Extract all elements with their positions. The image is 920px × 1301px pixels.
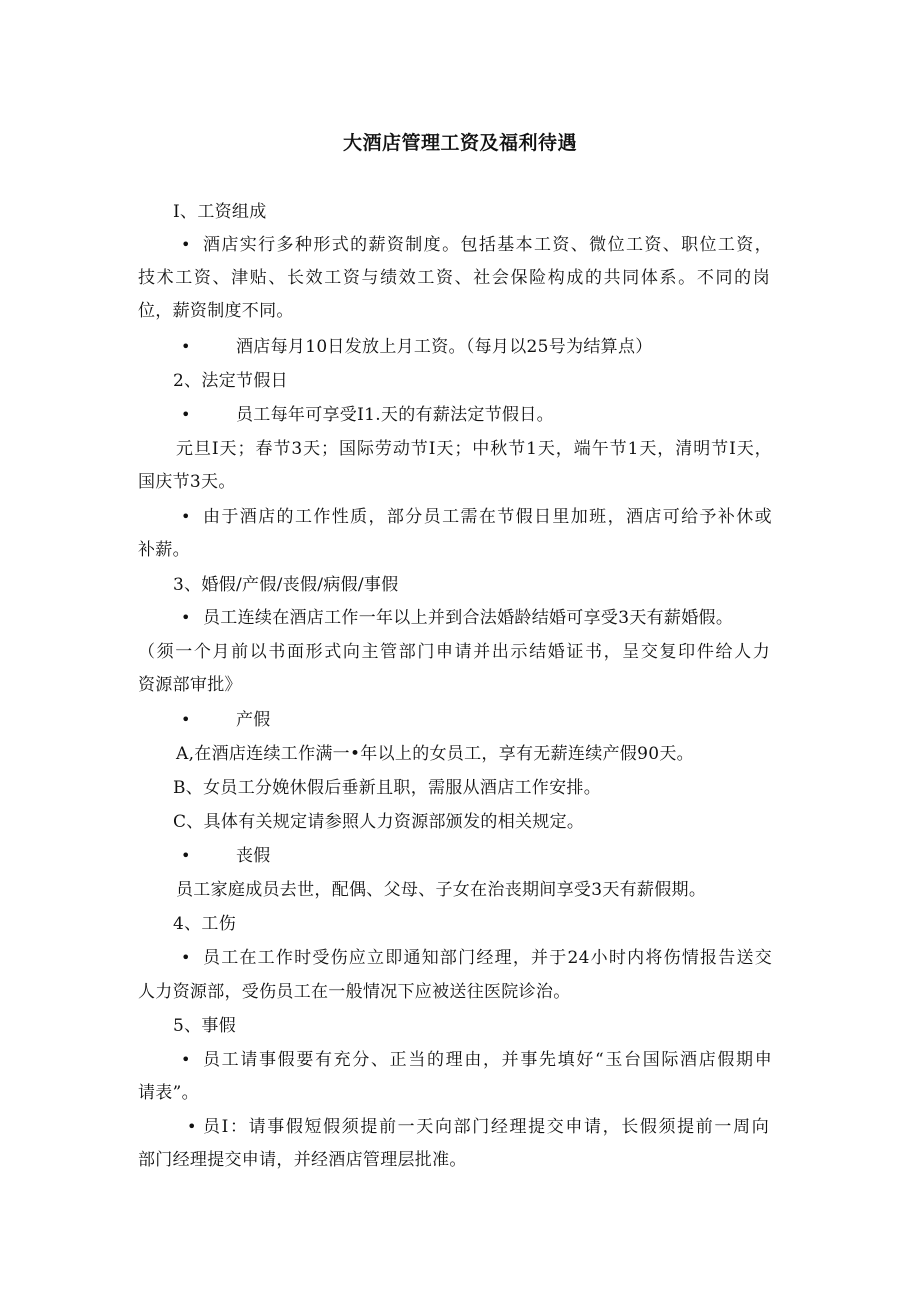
section-heading-injury: 4、工伤 <box>173 914 237 934</box>
bullet-icon: • <box>181 507 191 526</box>
bullet-icon: • <box>181 337 191 356</box>
section-heading-personal-leave: 5、事假 <box>173 1016 237 1036</box>
paragraph-line: 员工每年可享受I1.天的有薪法定节假日。 <box>236 405 554 425</box>
bullet-icon: • <box>181 846 191 865</box>
subheading-funeral: 丧假 <box>236 846 271 866</box>
paragraph-line: 酒店每月10日发放上月工资。（每月以25号为结算点） <box>236 337 653 357</box>
paragraph-line: 人力资源部，受伤员工在一般情况下应被送往医院诊治。 <box>138 982 571 1002</box>
paragraph-line: 补薪。 <box>138 540 190 560</box>
bullet-icon: • <box>181 710 191 729</box>
paragraph-line: 员工请事假要有充分、正当的理由，并事先填好“玉台国际酒店假期申 <box>203 1050 772 1070</box>
paragraph-line: 位，薪资制度不同。 <box>138 301 294 321</box>
paragraph-line: （须一个月前以书面形式向主管部门申请并出示结婚证书，呈交复印件给人力 <box>138 642 770 662</box>
paragraph-line: 资源部审批》 <box>138 675 242 695</box>
subheading-maternity: 产假 <box>236 710 271 730</box>
paragraph-line: 元旦I天；春节3天；国际劳动节I天；中秋节1天，端午节1天，清明节I天， <box>176 439 772 459</box>
paragraph-line: 员工在工作时受伤应立即通知部门经理，并于24小时内将伤情报告送交 <box>203 948 772 968</box>
paragraph-line: 技术工资、津贴、长效工资与绩效工资、社会保险构成的共同体系。不同的岗 <box>138 268 770 288</box>
paragraph-line: 员工家庭成员去世，配偶、父母、子女在治丧期间享受3天有薪假期。 <box>176 880 707 900</box>
paragraph-line: 员I：请事假短假须提前一天向部门经理提交申请，长假须提前一周向 <box>203 1117 769 1137</box>
paragraph-line: A,在酒店连续工作满一•年以上的女员工，享有无薪连续产假90天。 <box>176 744 694 764</box>
paragraph-line: 由于酒店的工作性质，部分员工需在节假日里加班，酒店可给予补休或 <box>203 507 772 527</box>
bullet-icon: • <box>181 948 191 967</box>
paragraph-line: 部门经理提交申请，并经酒店管理层批准。 <box>138 1150 467 1170</box>
paragraph-line: B、女员工分娩休假后垂新且职，需服从酒店工作安排。 <box>173 778 601 798</box>
paragraph-line: C、具体有关规定请参照人力资源部颁发的相关规定。 <box>173 812 585 832</box>
paragraph-line: 员工连续在酒店工作一年以上并到合法婚龄结婚可享受3天有薪婚假。 <box>203 608 734 628</box>
bullet-icon: • <box>181 608 191 627</box>
section-heading-leave: 3、婚假/产假/丧假/病假/事假 <box>173 575 399 595</box>
paragraph-line: 国庆节3天。 <box>138 472 236 492</box>
bullet-icon: • <box>181 405 191 424</box>
paragraph-line: 请表”。 <box>138 1083 199 1103</box>
section-heading-holidays: 2、法定节假日 <box>173 371 288 391</box>
bullet-icon: • <box>187 1117 197 1136</box>
bullet-icon: • <box>181 1050 191 1069</box>
paragraph-line: 酒店实行多种形式的薪资制度。包括基本工资、微位工资、职位工资， <box>203 235 772 255</box>
bullet-icon: • <box>181 235 191 254</box>
section-heading-salary: I、工资组成 <box>173 202 267 222</box>
document-title: 大酒店管理工资及福利待遇 <box>342 132 577 154</box>
